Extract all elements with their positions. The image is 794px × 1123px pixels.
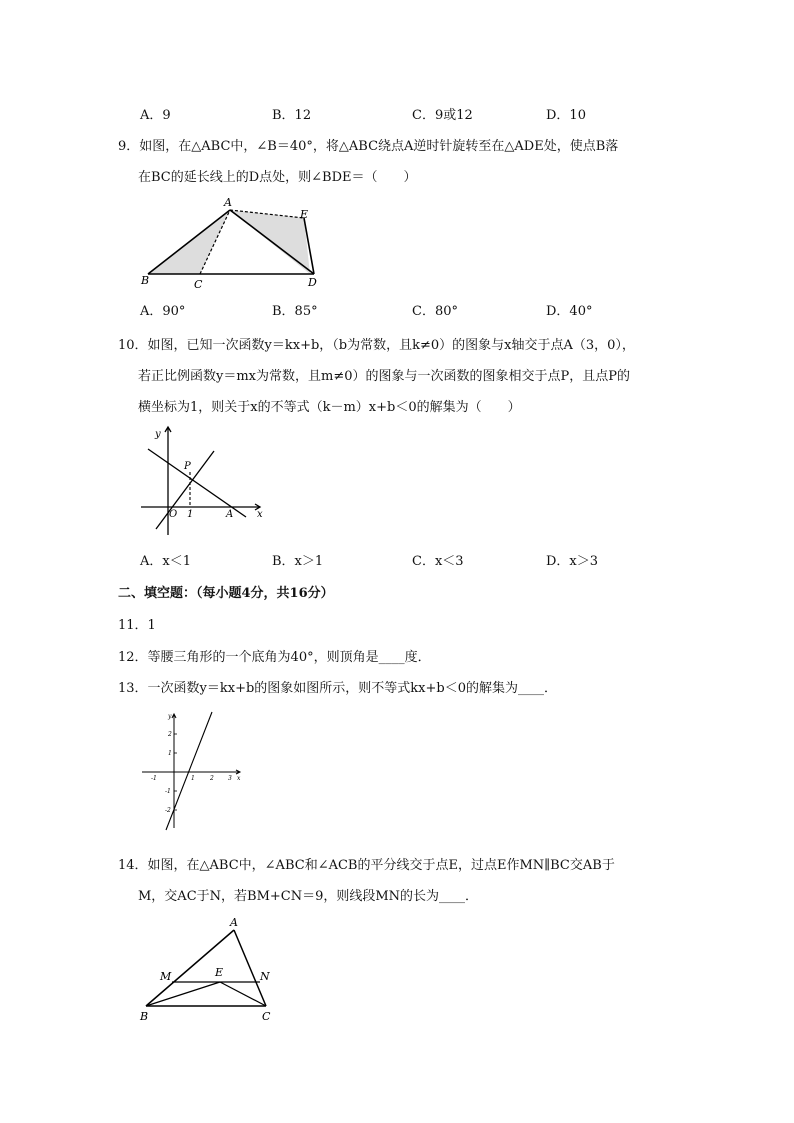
q13-tick-y1: 1 bbox=[168, 750, 172, 757]
q13-tick-x3: 3 bbox=[228, 775, 232, 782]
q9-option-b: B．85° bbox=[272, 304, 318, 319]
q13-figure bbox=[140, 710, 250, 834]
q14-label-c: C bbox=[262, 1010, 271, 1023]
q12-text: 12．等腰三角形的一个底角为40°，则顶角是____度． bbox=[118, 650, 431, 665]
q9-label-e: E bbox=[300, 208, 309, 221]
q14-label-e: E bbox=[215, 966, 224, 979]
q8-option-a: A．9 bbox=[140, 108, 171, 123]
q10-option-c: C．x＜3 bbox=[412, 554, 464, 569]
q13-tick-x1: 1 bbox=[191, 775, 195, 782]
q14-label-n: N bbox=[260, 970, 270, 983]
q13-label-y: y bbox=[168, 713, 172, 720]
q9-label-a: A bbox=[224, 196, 232, 209]
q9-label-b: B bbox=[141, 274, 150, 287]
q9-option-d: D．40° bbox=[546, 304, 593, 319]
q10-label-a: A bbox=[226, 509, 234, 520]
q10-label-y: y bbox=[155, 429, 161, 440]
q9-label-c: C bbox=[194, 278, 203, 291]
q10-figure bbox=[138, 425, 268, 540]
q14-label-a: A bbox=[230, 916, 238, 929]
q10-text-line2: 若正比例函数y＝mx为常数，且m≠0）的图象与一次函数的图象相交于点P，且点P的 bbox=[138, 369, 630, 384]
q14-label-b: B bbox=[140, 1010, 149, 1023]
q9-label-d: D bbox=[308, 276, 317, 289]
q9-option-a: A．90° bbox=[140, 304, 186, 319]
q13-label-x: x bbox=[237, 775, 241, 782]
q11-text: 11．1 bbox=[118, 618, 156, 633]
q10-option-a: A．x＜1 bbox=[140, 554, 191, 569]
q13-tick-ym2: -2 bbox=[165, 807, 171, 814]
q8-option-b: B．12 bbox=[272, 108, 312, 123]
q9-option-c: C．80° bbox=[412, 304, 458, 319]
q14-text-line2: M，交AC于N，若BM+CN＝9，则线段MN的长为____． bbox=[138, 889, 479, 904]
q10-option-b: B．x＞1 bbox=[272, 554, 324, 569]
q14-label-m: M bbox=[160, 970, 172, 983]
q14-figure bbox=[138, 916, 288, 1026]
q10-label-1: 1 bbox=[187, 509, 194, 520]
section-fill-in-heading: 二、填空题：（每小题4分，共16分） bbox=[118, 586, 334, 601]
q9-figure bbox=[138, 196, 338, 296]
q13-tick-ym1: -1 bbox=[165, 788, 171, 795]
q13-tick-xm1: -1 bbox=[151, 775, 157, 782]
q8-option-c: C．9或12 bbox=[412, 108, 473, 123]
q13-text: 13．一次函数y＝kx+b的图象如图所示，则不等式kx+b＜0的解集为____． bbox=[118, 681, 558, 696]
q10-text-line1: 10．如图，已知一次函数y＝kx+b，（b为常数，且k≠0）的图象与x轴交于点A（3，0）， bbox=[118, 338, 635, 353]
q10-label-p: P bbox=[184, 461, 191, 472]
q9-text-line1: 9．如图，在△ABC中，∠B＝40°，将△ABC绕点A逆时针旋转至在△ADE处，使点B落 bbox=[118, 139, 619, 154]
q10-label-o: O bbox=[169, 509, 178, 520]
q9-text-line2: 在BC的延长线上的D点处，则∠BDE＝（ ） bbox=[138, 170, 417, 185]
q13-tick-x2: 2 bbox=[210, 775, 214, 782]
q10-text-line3: 横坐标为1，则关于x的不等式（k－m）x+b＜0的解集为（ ） bbox=[138, 400, 521, 415]
q13-tick-y2: 2 bbox=[168, 731, 172, 738]
q14-text-line1: 14．如图，在△ABC中，∠ABC和∠ACB的平分线交于点E，过点E作MN∥BC交AB于 bbox=[118, 858, 615, 873]
q10-option-d: D．x＞3 bbox=[546, 554, 599, 569]
q10-label-x: x bbox=[257, 509, 263, 520]
q8-option-d: D．10 bbox=[546, 108, 586, 123]
